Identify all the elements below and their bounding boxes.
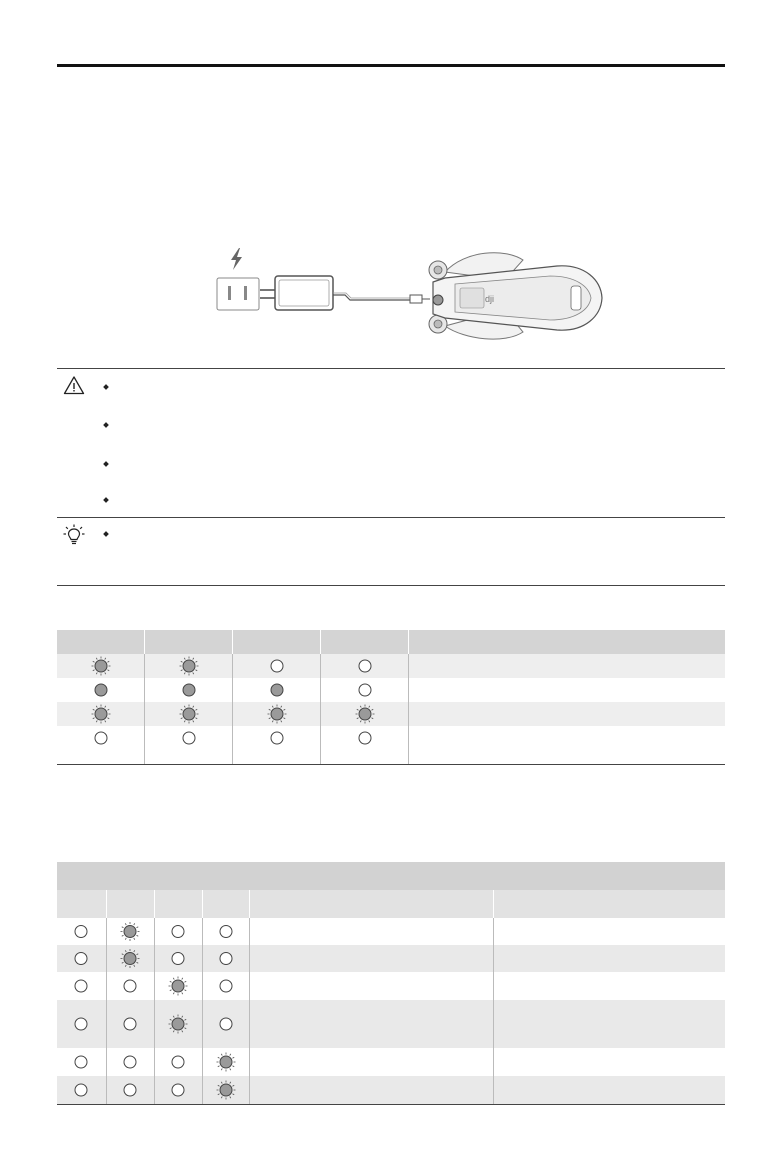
led-off-icon [124,1018,136,1030]
led-off-icon [75,980,87,992]
table1-led-grid [57,654,725,764]
warning-bullet [103,497,109,503]
warning-bullet [103,461,109,467]
header-rule [57,64,725,67]
section-divider [57,368,725,369]
led-off-icon [75,1084,87,1096]
led-solid-icon [183,684,195,696]
tip-bullet [103,531,109,537]
led-off-icon [220,926,232,938]
section-divider [57,585,725,586]
led-off-icon [124,1084,136,1096]
led-blink-icon [92,657,111,676]
led-blink-icon [180,705,199,724]
warning-bullet [103,384,109,390]
led-off-icon [172,926,184,938]
led-blink-icon [92,705,111,724]
led-blink-icon [217,1081,236,1100]
led-blink-icon [169,977,188,996]
led-off-icon [359,684,371,696]
lightbulb-icon [63,524,85,546]
table-header [57,630,725,654]
led-off-icon [95,732,107,744]
led-blink-icon [268,705,287,724]
led-solid-icon [95,684,107,696]
svg-text:dji: dji [485,294,495,304]
led-off-icon [172,1056,184,1068]
aircraft [429,253,602,339]
led-off-icon [359,732,371,744]
led-blink-icon [180,657,199,676]
led-off-icon [75,953,87,965]
led-off-icon [220,1018,232,1030]
led-off-icon [220,980,232,992]
led-blink-icon [121,949,140,968]
table2-title-row [57,862,725,890]
power-outlet [217,278,259,310]
usb-cable [333,293,430,303]
led-off-icon [124,980,136,992]
led-off-icon [183,732,195,744]
led-off-icon [359,660,371,672]
charger [275,276,333,310]
led-off-icon [271,660,283,672]
table2-header-row [57,890,725,918]
led-blink-icon [169,1015,188,1034]
section-divider [57,517,725,518]
led-off-icon [172,953,184,965]
warning-bullet [103,422,109,428]
led-off-icon [75,1056,87,1068]
led-off-icon [75,1018,87,1030]
led-blink-icon [121,922,140,941]
led-off-icon [75,926,87,938]
led-blink-icon [356,705,375,724]
led-blink-icon [217,1053,236,1072]
table2-led-grid [57,918,257,1104]
led-off-icon [124,1056,136,1068]
lightning-bolt-icon [231,248,242,270]
led-off-icon [172,1084,184,1096]
led-off-icon [271,732,283,744]
led-off-icon [220,953,232,965]
charging-diagram [205,240,615,348]
led-solid-icon [271,684,283,696]
warning-triangle-icon [63,375,85,395]
